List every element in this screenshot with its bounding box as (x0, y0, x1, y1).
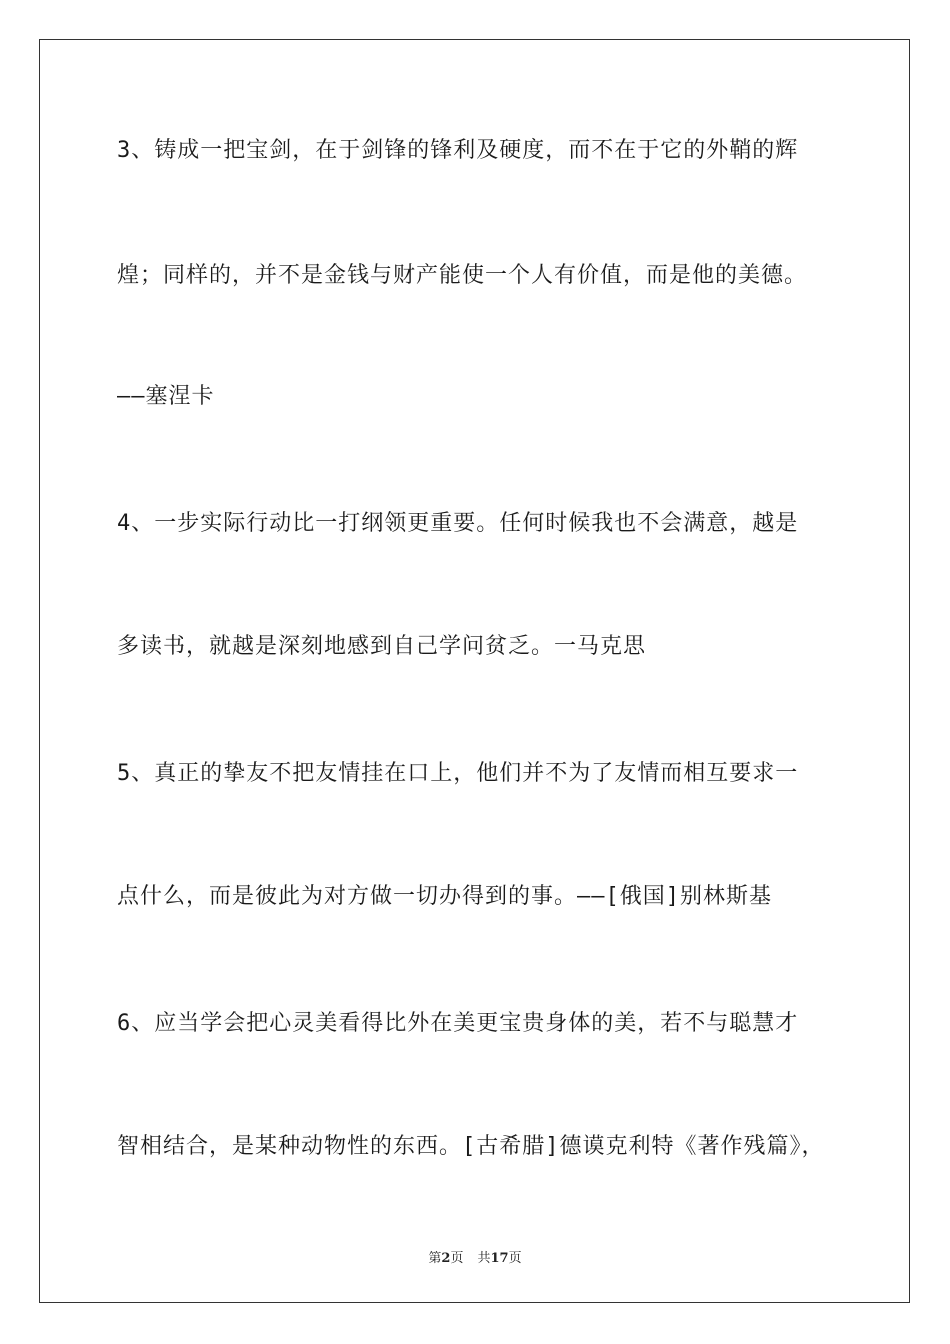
total-suffix: 页 (508, 1251, 522, 1266)
page-frame (39, 39, 910, 1303)
page-suffix: 页 (450, 1251, 464, 1266)
text-line-1: 3、铸成一把宝剑，在于剑锋的锋利及硬度，而不在于它的外鞘的辉 (117, 138, 799, 163)
total-prefix: 共 (477, 1251, 491, 1266)
total-pages: 17 (490, 1251, 509, 1266)
page-number: 2 (441, 1251, 451, 1266)
text-line-9: 智相结合，是某种动物性的东西。[古希腊]德谟克利特《著作残篇》， (117, 1134, 825, 1159)
text-line-8: 6、应当学会把心灵美看得比外在美更宝贵身体的美，若不与聪慧才 (117, 1011, 799, 1036)
text-line-3: ——塞涅卡 (117, 384, 215, 409)
text-line-7: 点什么，而是彼此为对方做一切办得到的事。——[俄国]别林斯基 (117, 884, 772, 909)
text-line-4: 4、一步实际行动比一打纲领更重要。任何时候我也不会满意，越是 (117, 511, 799, 536)
text-line-2: 煌；同样的，并不是金钱与财产能使一个人有价值，而是他的美德。 (117, 263, 808, 288)
page-prefix: 第 (428, 1251, 442, 1266)
page-footer (0, 1247, 950, 1266)
text-line-5: 多读书，就越是深刻地感到自己学问贫乏。一马克思 (117, 634, 647, 659)
text-line-6: 5、真正的挚友不把友情挂在口上，他们并不为了友情而相互要求一 (117, 761, 799, 786)
